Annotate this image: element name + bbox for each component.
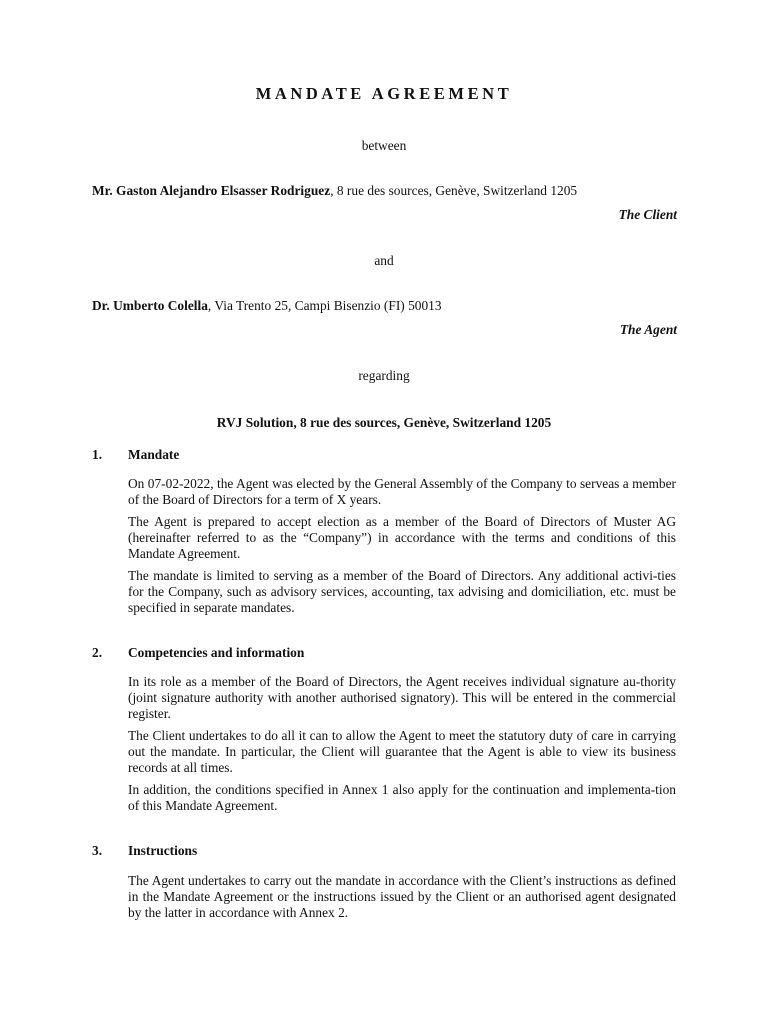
section-1-paragraph-3: The mandate is limited to serving as a member of the Board of Directors. Any additional activi-ties for the Company, such as advisory services, accounting, tax advising and domiciliation, etc. must be specified in separate mandates. xyxy=(128,568,676,615)
section-1-paragraph-2-text: The Agent is prepared to accept election as a member of the Board of Directors of Muster AG (hereinafter referred to as the “Company”) in accordance with the terms and conditions of this Mandate Agreement. xyxy=(128,514,676,561)
section-1-paragraph-2 xyxy=(128,514,676,562)
section-number: 1. xyxy=(92,447,103,462)
and-label: and xyxy=(374,253,394,268)
client-role: The Client xyxy=(618,207,677,222)
agent-name: Dr. Umberto Colella xyxy=(92,298,208,313)
section-2-paragraph-3: In addition, the conditions specified in Annex 1 also apply for the continuation and implementa-tion of this Mandate Agreement. xyxy=(128,782,676,813)
agent-role: The Agent xyxy=(619,322,677,337)
agent-party xyxy=(92,298,682,314)
client-name: Mr. Gaston Alejandro Elsasser Rodriguez xyxy=(92,183,331,198)
client-party xyxy=(92,183,682,199)
section-number: 3. xyxy=(92,843,103,858)
client-address: , 8 rue des sources, Genève, Switzerland 1205 xyxy=(330,183,578,198)
section-1-paragraph-1: On 07-02-2022, the Agent was elected by the General Assembly of the Company to serveas a member of the Board of Directors for a term of X years. xyxy=(128,476,676,507)
section-3-paragraph-1: The Agent undertakes to carry out the mandate in accordance with the Client’s instructions as defined in the Mandate Agreement or the instructions issued by the Client or an authorised agent designated by the latter in accordance with Annex 2. xyxy=(128,873,676,920)
section-3-heading xyxy=(92,843,197,859)
section-title: Instructions xyxy=(128,843,198,858)
section-title: Competencies and information xyxy=(128,645,305,660)
section-title: Mandate xyxy=(128,447,180,462)
agreement-subject: RVJ Solution, 8 rue des sources, Genève, Switzerland 1205 xyxy=(216,415,552,430)
document-title: MANDATE AGREEMENT xyxy=(255,84,513,103)
between-label: between xyxy=(361,138,407,153)
regarding-label: regarding xyxy=(358,368,410,383)
section-1-heading xyxy=(92,447,179,463)
section-2-paragraph-2: The Client undertakes to do all it can to allow the Agent to meet the statutory duty of care in carrying out the mandate. In particular, the Client will guarantee that the Agent is able to view its business records at all times. xyxy=(128,728,676,775)
section-2-paragraph-1: In its role as a member of the Board of Directors, the Agent receives individual signature au-thority (joint signature authority with another authorised signatory). This will be entered in the commercial register. xyxy=(128,674,676,721)
agent-address: , Via Trento 25, Campi Bisenzio (FI) 50013 xyxy=(207,298,442,313)
section-number: 2. xyxy=(92,645,103,660)
section-2-heading xyxy=(92,645,304,661)
